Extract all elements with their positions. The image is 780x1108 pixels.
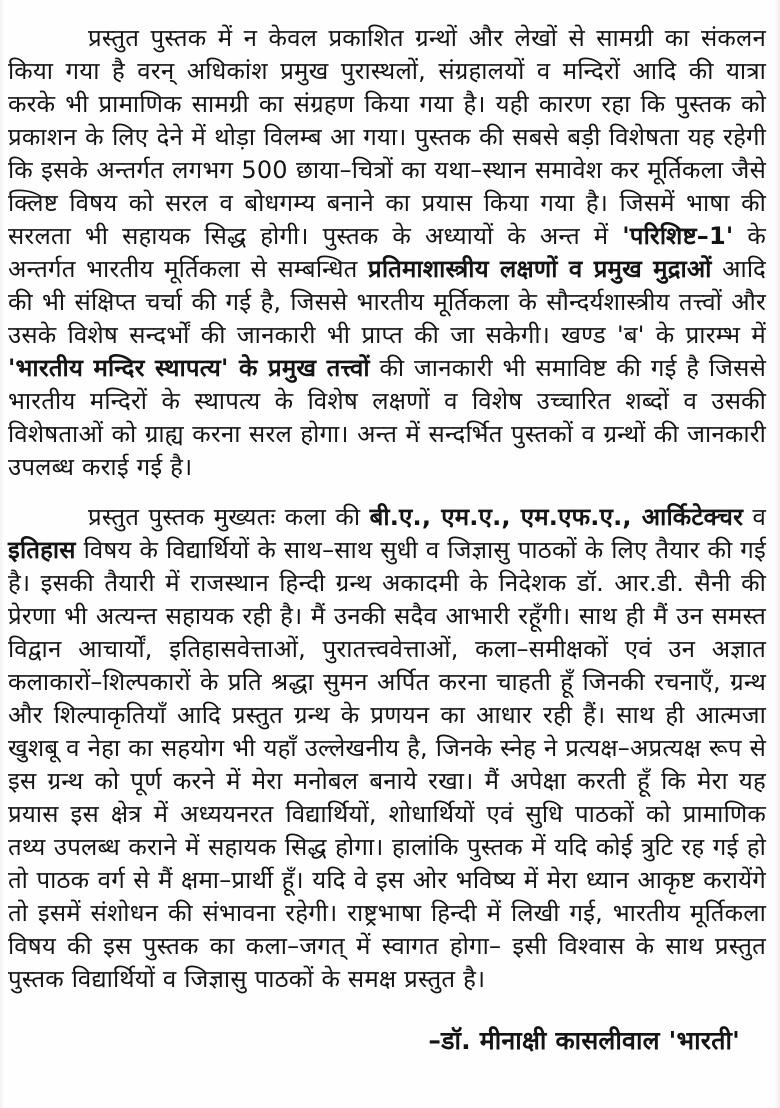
text-run: व xyxy=(743,503,767,531)
paragraphs-container xyxy=(8,22,766,996)
bold-text-run: 'परिशिष्ट–1' xyxy=(622,222,734,250)
bold-text-run: इतिहास xyxy=(8,536,76,564)
text-run: की जानकारी भी समाविष्ट की गई है जिससे भारतीय मन्दिरों के स्थापत्य के विशेष लक्षणों व विशेष उच्चारित शब्दों व उसकी विशेषताओं को ग्राह्य करना सरल होगा। अन्त में सन्दर्भित पुस्तकों व ग्रन्थों की जानकारी उपलब्ध कराई गई है। xyxy=(8,354,766,481)
author-signature: –डॉ. मीनाक्षी कासलीवाल 'भारती' xyxy=(428,1026,740,1055)
bold-text-run: बी.ए., एम.ए., एम.एफ.ए., आर्किटेक्चर xyxy=(369,503,744,531)
paragraph xyxy=(8,22,766,484)
text-run: प्रस्तुत पुस्तक में न केवल प्रकाशित ग्रन्थों और लेखों से सामग्री का संकलन किया गया है वरन् अधिकांश प्रमुख पुरास्थलों, संग्रहालयों व मन्दिरों आदि की यात्रा करके भी प्रामाणिक सामग्री का संग्रहण किया गया है। यही कारण रहा कि पुस्तक को प्रकाशन के लिए देने में थोड़ा विलम्ब आ गया। पुस्तक की सबसे बड़ी विशेषता यह रहेगी कि इसके अन्तर्गत लगभग 500 छाया–चित्रों का यथा–स्थान समावेश कर मूर्तिकला जैसे क्लिष्ट विषय को सरल व बोधगम्य बनाने का प्रयास किया गया है। जिसमें भाषा की सरलता भी सहायक सिद्ध होगी। पुस्तक के अध्यायों के अन्त में xyxy=(8,24,766,250)
text-run: के अन्तर्गत भारतीय मूर्तिकला से सम्बन्धित xyxy=(8,222,766,283)
paragraph xyxy=(8,501,766,996)
bold-text-run: प्रतिमाशास्त्रीय लक्षणों व प्रमुख मुद्राओं xyxy=(368,255,712,283)
bold-text-run: 'भारतीय मन्दिर स्थापत्य' के प्रमुख तत्त्वों xyxy=(8,354,370,382)
text-run: प्रस्तुत पुस्तक मुख्यतः कला की xyxy=(88,503,370,531)
preface-text-block xyxy=(8,22,766,1057)
text-run: विषय के विद्यार्थियों के साथ–साथ सुधी व जिज्ञासु पाठकों के लिए तैयार की गई है। इसकी तैयारी में राजस्थान हिन्दी ग्रन्थ अकादमी के निदेशक डॉ. आर.डी. सैनी की प्रेरणा भी अत्यन्त सहायक रही है। मैं उनकी सदैव आभारी रहूँगी। साथ ही मैं उन समस्त विद्वान आचार्यों, इतिहासवेत्ताओं, पुरातत्त्ववेत्ताओं, कला–समीक्षकों एवं उन अज्ञात कलाकारों–शिल्पकारों के प्रति श्रद्धा सुमन अर्पित करना चाहती हूँ जिनकी रचनाएँ, ग्रन्थ और शिल्पाकृतियाँ आदि प्रस्तुत ग्रन्थ के प्रणयन का आधार रही हैं। साथ ही आत्मजा खुशबू व नेहा का सहयोग भी यहाँ उल्लेखनीय है, जिनके स्नेह ने प्रत्यक्ष–अप्रत्यक्ष रूप से इस ग्रन्थ को पूर्ण करने में मेरा मनोबल बनाये रखा। मैं अपेक्षा करती हूँ कि मेरा यह प्रयास इस क्षेत्र में अध्ययनरत विद्यार्थियों, शोधार्थियों एवं सुधि पाठकों को प्रामाणिक तथ्य उपलब्ध कराने में सहायक सिद्ध होगा। हालांकि पुस्तक में यदि कोई त्रुटि रह गई हो तो पाठक वर्ग से मैं क्षमा–प्रार्थी हूँ। यदि वे इस ओर भविष्य में मेरा ध्यान आकृष्ट करायेंगे तो इसमें संशोधन की संभावना रहेगी। राष्ट्रभाषा हिन्दी में लिखी गई, भारतीय मूर्तिकला विषय की इस पुस्तक का कला–जगत् में स्वागत होगा– इसी विश्वास के साथ प्रस्तुत पुस्तक विद्यार्थियों व जिज्ञासु पाठकों के समक्ष प्रस्तुत है। xyxy=(8,536,766,993)
scan-edge-artifact-right xyxy=(774,0,780,1108)
scan-edge-artifact-left xyxy=(0,0,4,1108)
text-run: आदि की भी संक्षिप्त चर्चा की गई है, जिससे भारतीय मूर्तिकला के सौन्दर्यशास्त्रीय तत्त्वों और उसके विशेष सन्दर्भों की जानकारी भी प्राप्त की जा सकेगी। खण्ड 'ब' के प्रारम्भ में xyxy=(8,255,766,349)
